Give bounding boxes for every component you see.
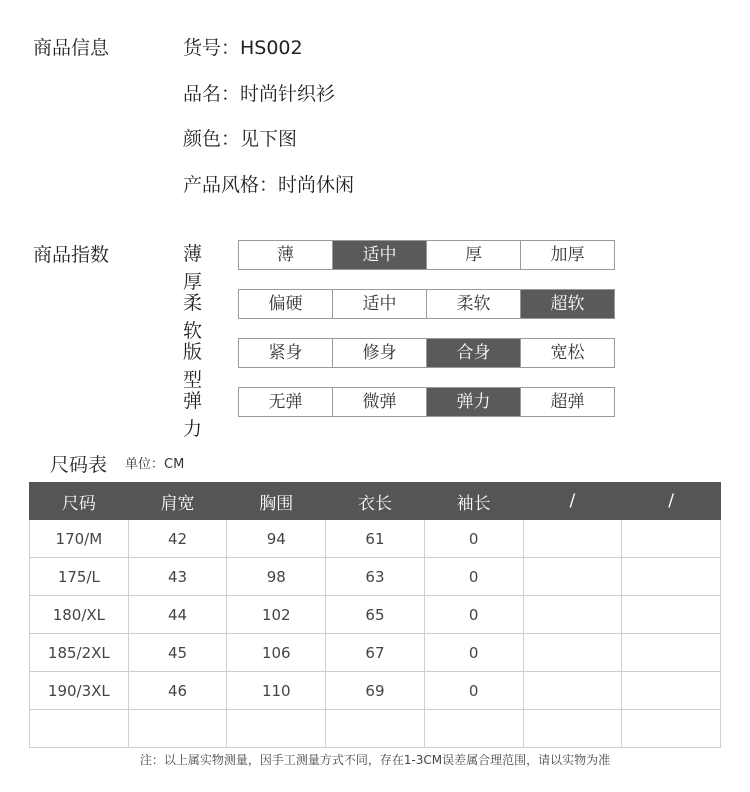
index-option-selected: 超软	[520, 290, 614, 318]
product-info-title: 商品信息	[33, 37, 110, 59]
table-cell: 106	[227, 634, 326, 672]
table-cell	[622, 558, 721, 596]
table-cell	[523, 596, 622, 634]
table-cell	[326, 710, 425, 748]
size-chart-title: 尺码表	[50, 454, 108, 476]
table-cell: 180/XL	[30, 596, 129, 634]
table-row	[30, 596, 721, 634]
table-row	[30, 520, 721, 558]
table-cell: 45	[128, 634, 227, 672]
table-row	[30, 672, 721, 710]
table-cell: 61	[326, 520, 425, 558]
index-option-group	[238, 338, 615, 368]
table-cell	[128, 710, 227, 748]
index-option: 超弹	[520, 388, 614, 416]
index-row-label: 弹力	[183, 390, 203, 440]
table-cell	[523, 634, 622, 672]
index-option: 柔软	[426, 290, 520, 318]
table-row	[30, 558, 721, 596]
index-option: 微弹	[332, 388, 426, 416]
index-option: 加厚	[520, 241, 614, 269]
table-cell: 46	[128, 672, 227, 710]
index-option-selected: 适中	[332, 241, 426, 269]
info-line-color: 颜色：见下图	[183, 128, 298, 150]
index-option: 宽松	[520, 339, 614, 367]
table-cell: 0	[424, 520, 523, 558]
table-row	[30, 634, 721, 672]
table-cell: 110	[227, 672, 326, 710]
index-option-group	[238, 240, 615, 270]
table-cell: 67	[326, 634, 425, 672]
size-table	[29, 482, 721, 748]
table-cell: 175/L	[30, 558, 129, 596]
size-table-body	[30, 520, 721, 748]
table-cell: 94	[227, 520, 326, 558]
index-option: 无弹	[239, 388, 332, 416]
index-option-group	[238, 387, 615, 417]
table-cell	[622, 596, 721, 634]
index-option: 适中	[332, 290, 426, 318]
index-option: 偏硬	[239, 290, 332, 318]
table-row	[30, 710, 721, 748]
table-cell	[227, 710, 326, 748]
index-row-label: 柔软	[183, 292, 203, 342]
table-cell	[523, 710, 622, 748]
table-cell: 63	[326, 558, 425, 596]
table-cell	[30, 710, 129, 748]
table-cell	[622, 710, 721, 748]
index-option-group	[238, 289, 615, 319]
table-cell: 98	[227, 558, 326, 596]
table-cell: 0	[424, 672, 523, 710]
table-cell: 69	[326, 672, 425, 710]
table-cell	[424, 710, 523, 748]
index-row-label: 薄厚	[183, 243, 203, 293]
table-cell	[523, 558, 622, 596]
size-table-header-cell: 尺码	[30, 483, 129, 520]
table-cell	[523, 520, 622, 558]
table-cell	[622, 520, 721, 558]
index-option: 紧身	[239, 339, 332, 367]
info-line-item-number: 货号：HS002	[183, 37, 303, 59]
table-cell: 0	[424, 634, 523, 672]
size-table-header-cell: /	[523, 483, 622, 520]
table-cell	[622, 634, 721, 672]
product-index-title: 商品指数	[33, 244, 110, 266]
table-cell: 190/3XL	[30, 672, 129, 710]
table-cell	[523, 672, 622, 710]
size-table-header-row	[30, 483, 721, 520]
size-chart-unit: 单位：CM	[125, 457, 185, 472]
info-line-style: 产品风格：时尚休闲	[183, 174, 355, 196]
size-table-header-cell: 胸围	[227, 483, 326, 520]
table-cell: 42	[128, 520, 227, 558]
table-cell: 0	[424, 596, 523, 634]
table-cell: 43	[128, 558, 227, 596]
table-cell	[622, 672, 721, 710]
index-row-label: 版型	[183, 341, 203, 391]
table-cell: 185/2XL	[30, 634, 129, 672]
size-table-header-cell: 袖长	[424, 483, 523, 520]
table-cell: 170/M	[30, 520, 129, 558]
index-option-selected: 弹力	[426, 388, 520, 416]
info-line-product-name: 品名：时尚针织衫	[183, 83, 336, 105]
table-cell: 0	[424, 558, 523, 596]
index-option-selected: 合身	[426, 339, 520, 367]
index-option: 厚	[426, 241, 520, 269]
table-cell: 44	[128, 596, 227, 634]
index-option: 修身	[332, 339, 426, 367]
size-table-header-cell: 肩宽	[128, 483, 227, 520]
size-table-header-cell: 衣长	[326, 483, 425, 520]
measurement-note: 注：以上属实物测量，因手工测量方式不同，存在1-3CM误差属合理范围，请以实物为准	[139, 753, 611, 767]
size-table-header-cell: /	[622, 483, 721, 520]
table-cell: 102	[227, 596, 326, 634]
index-option: 薄	[239, 241, 332, 269]
table-cell: 65	[326, 596, 425, 634]
